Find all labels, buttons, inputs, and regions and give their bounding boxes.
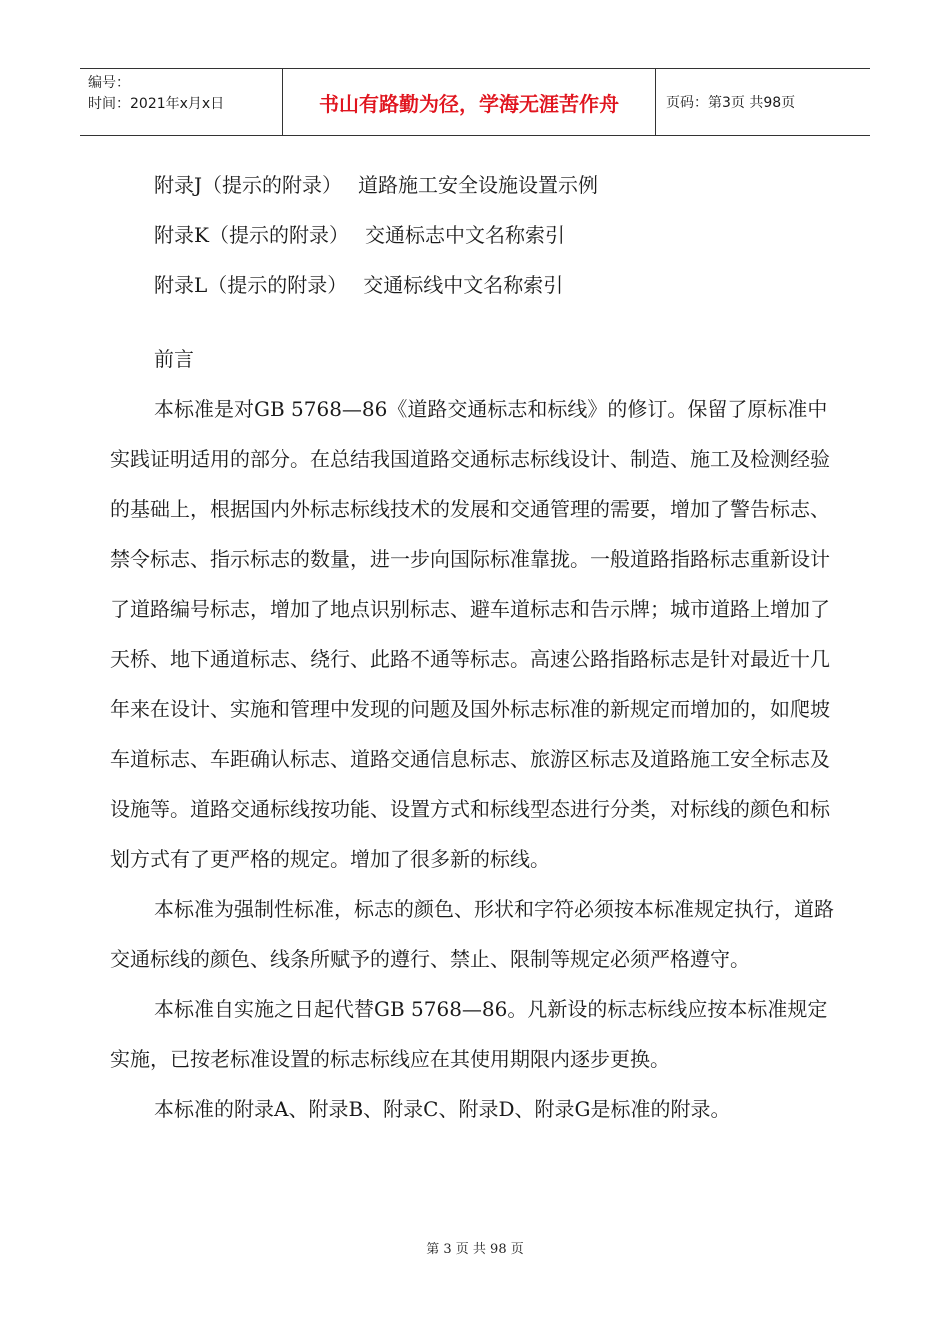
paragraph: 本标准的附录A、附录B、附录C、附录D、附录G是标准的附录。	[154, 1097, 731, 1121]
document-body	[110, 160, 845, 1134]
appendix-title: 交通标线中文名称索引	[363, 273, 564, 297]
appendix-item	[110, 260, 845, 310]
appendix-label: 附录L（提示的附录）	[154, 273, 348, 297]
time-value: 2021年x月x日	[130, 96, 225, 112]
preface-heading: 前言	[154, 347, 194, 371]
appendix-title: 道路施工安全设施设置示例	[358, 173, 599, 197]
header-motto: 书山有路勤为径，学海无涯苦作舟	[282, 69, 656, 135]
paragraph: 本标准自实施之日起代替GB 5768—86。凡新设的标志标线应按本标准规定实施，已按老标准设置的标志标线应在其使用期限内逐步更换。	[110, 997, 828, 1071]
time-line	[88, 94, 274, 115]
spacer	[110, 310, 845, 334]
paragraph: 本标准为强制性标准，标志的颜色、形状和字符必须按本标准规定执行，道路交通标线的颜色、线条所赋予的遵行、禁止、限制等规定必须严格遵守。	[110, 897, 834, 971]
appendix-item	[110, 210, 845, 260]
appendix-label: 附录K（提示的附录）	[154, 223, 349, 247]
header-page-number: 页码：第3页 共98页	[666, 95, 796, 111]
appendix-label: 附录J（提示的附录）	[154, 173, 343, 197]
appendix-title: 交通标志中文名称索引	[364, 223, 565, 247]
header-meta	[80, 69, 282, 135]
page-header	[80, 68, 870, 136]
time-label: 时间：	[88, 96, 130, 112]
page-footer: 第 3 页 共 98 页	[426, 1242, 524, 1257]
appendix-item	[110, 160, 845, 210]
code-label: 编号：	[88, 75, 130, 91]
paragraph: 本标准是对GB 5768—86《道路交通标志和标线》的修订。保留了原标准中实践证明适用的部分。在总结我国道路交通标志标线设计、制造、施工及检测经验的基础上，根据国内外标志标线技术的发展和交通管理的需要，增加了警告标志、禁令标志、指示标志的数量，进一步向国际标准靠拢。一般道路指路标志重新设计了道路编号标志，增加了地点识别标志、避车道标志和告示牌；城市道路上增加了天桥、地下通道标志、绕行、此路不通等标志。高速公路指路标志是针对最近十几年来在设计、实施和管理中发现的问题及国外标志标准的新规定而增加的，如爬坡车道标志、车距确认标志、道路交通信息标志、旅游区标志及道路施工安全标志及设施等。道路交通标线按功能、设置方式和标线型态进行分类，对标线的颜色和标划方式有了更严格的规定。增加了很多新的标线。	[110, 397, 830, 871]
